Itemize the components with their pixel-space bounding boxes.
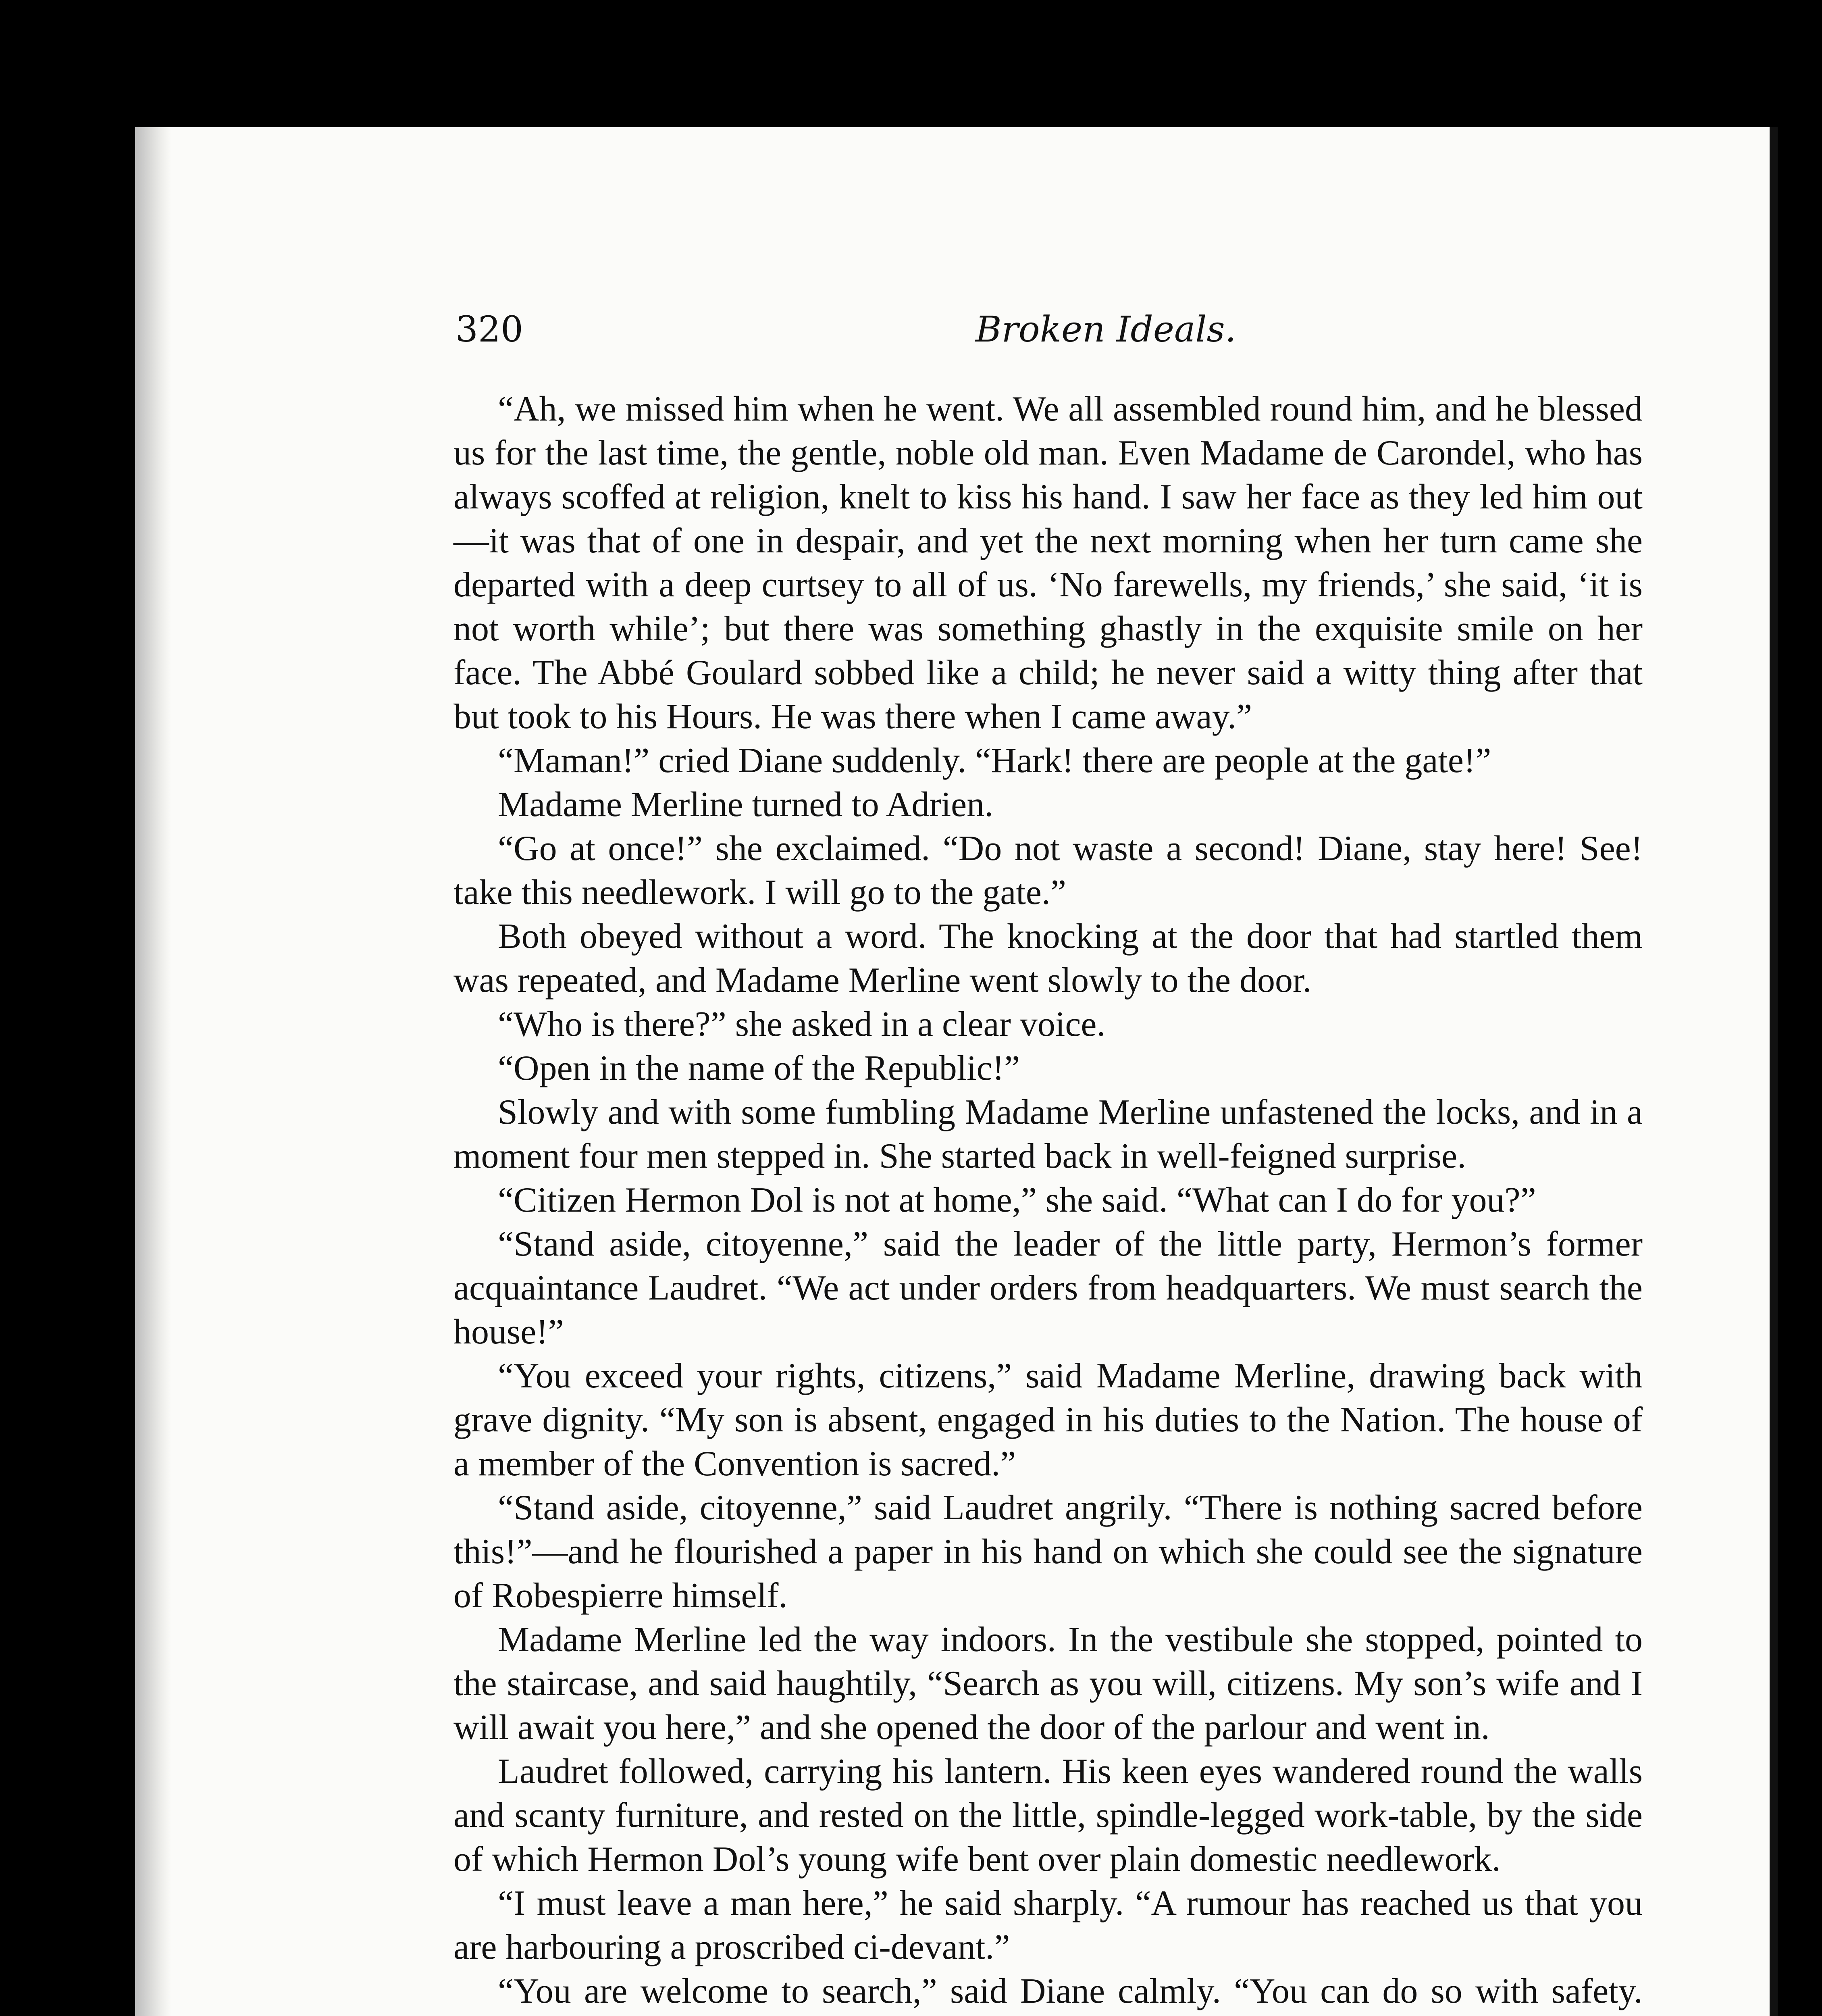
book-page (135, 127, 1778, 2016)
paragraph: “I must leave a man here,” he said sharply. “A rumour has reached us that you are harbouring a proscribed ci-devant.” (453, 1884, 1643, 1967)
paragraph: “Stand aside, citoyenne,” said the leader of the little party, Hermon’s former acquaintance Laudret. “We act under orders from headquarters. We must search the house!” (453, 1225, 1643, 1352)
paragraph: “You exceed your rights, citizens,” said Madame Merline, drawing back with grave dignity. “My son is absent, engaged in his duties to the Nation. The house of a member of the Convention is sacred.” (453, 1356, 1643, 1483)
paragraph: Madame Merline led the way indoors. In the vestibule she stopped, pointed to the staircase, and said haughtily, “Search as you will, citizens. My son’s wife and I will await you here,” and she opened the door of the parlour and went in. (453, 1620, 1643, 1747)
paragraph: Both obeyed without a word. The knocking at the door that had startled them was repeated, and Madame Merline went slowly to the door. (453, 917, 1643, 1000)
paragraph: Slowly and with some fumbling Madame Merline unfastened the locks, and in a moment four men stepped in. She started back in well-feigned surprise. (453, 1093, 1643, 1176)
paragraph: Madame Merline turned to Adrien. (498, 785, 994, 824)
paragraph: “Citizen Hermon Dol is not at home,” she said. “What can I do for you?” (498, 1181, 1536, 1220)
paragraph: “Stand aside, citoyenne,” said Laudret angrily. “There is nothing sacred before this!”—and he flourished a paper in his hand on which she could see the signature of Robespierre himself. (453, 1488, 1643, 1615)
paragraph: Laudret followed, carrying his lantern. His keen eyes wandered round the walls and scanty furniture, and rested on the little, spindle-legged work-table, by the side of which Hermon Dol’s young wife bent over plain domestic needlework. (453, 1752, 1643, 1879)
running-title: Broken Ideals. (975, 308, 1236, 350)
paragraph: “You are welcome to search,” said Diane calmly. “You can do so with safety. (498, 1972, 1643, 2011)
page-gutter-shadow (135, 127, 171, 2016)
paragraph: “Who is there?” she asked in a clear voice. (498, 1005, 1106, 1044)
facing-page-edge (1770, 127, 1778, 2016)
paragraph: “Maman!” cried Diane suddenly. “Hark! there are people at the gate!” (498, 741, 1491, 780)
body-text (453, 387, 1643, 2016)
paragraph: “Go at once!” she exclaimed. “Do not waste a second! Diane, stay here! See! take this needlework. I will go to the gate.” (453, 829, 1643, 912)
page-number: 320 (456, 308, 523, 350)
paragraph: “Open in the name of the Republic!” (498, 1049, 1020, 1088)
page-header (456, 292, 1774, 353)
paragraph: “Ah, we missed him when he went. We all assembled round him, and he blessed us for the last time, the gentle, noble old man. Even Madame de Carondel, who has always scoffed at religion, knelt to kiss his hand. I saw her face as they led him out—it was that of one in despair, and yet the next morning when her turn came she departed with a deep curtsey to all of us. ‘No farewells, my friends,’ she said, ‘it is not worth while’; but there was something ghastly in the exquisite smile on her face. The Abbé Goulard sobbed like a child; he never said a witty thing after that but took to his Hours. He was there when I came away.” (453, 389, 1643, 736)
